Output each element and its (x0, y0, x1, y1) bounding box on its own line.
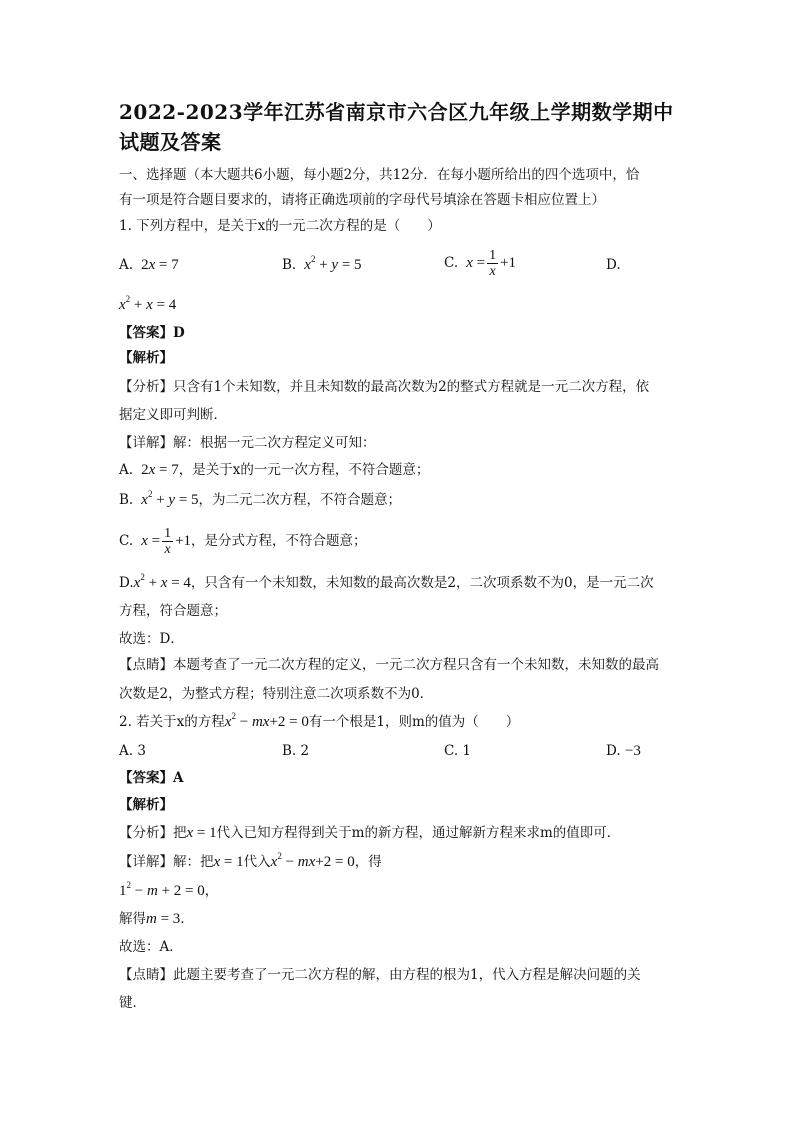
q2-dianjing-line2: 键． (119, 995, 146, 1011)
q1-fenxi-line1: 【分析】只含有1个未知数，并且未知数的最高次数为2的整式方程就是一元二次方程，依 (119, 379, 650, 395)
q1-option-c (444, 248, 516, 279)
q2-xiangjie (119, 853, 382, 871)
q2-option-c: C. 1 (444, 743, 472, 759)
q2-stem (119, 713, 519, 731)
q1-dianjing-line1: 【点睛】本题考查了一元二次方程的定义，一元二次方程只含有一个未知数，未知数的最高 (119, 657, 659, 673)
q2-solution-equation: m = 3 (146, 911, 181, 927)
q1-detail-a-text: ，是关于x的一元一次方程，不符合题意； (178, 462, 430, 478)
q1-analysis-heading: 【解析】 (119, 350, 173, 366)
q1-detail-d (119, 574, 654, 592)
q1-option-d-label: D. (606, 257, 621, 273)
q2-option-d-label: D. (606, 743, 621, 759)
q2-step-suffix: ， (204, 883, 219, 899)
q1-option-d-equation: $x^2 + x = 4$ (119, 294, 177, 313)
q1-detail-d-line2: 方程，符合题意； (119, 603, 227, 619)
q2-stem-equation: $x^2 - mx+2 = 0$ (224, 711, 309, 730)
q2-solution (119, 910, 194, 928)
q1-detail-a-equation: 2x = 7 (137, 462, 179, 478)
q2-option-a: A. 3 (119, 743, 146, 759)
q1-fenxi-line2: 据定义即可判断． (119, 407, 227, 423)
q2-choice: 故选：A． (119, 939, 183, 955)
q1-xiangjie: 【详解】解：根据一元二次方程定义可知： (119, 435, 376, 451)
q1-detail-b-label: B. (119, 492, 134, 508)
q2-fenxi (119, 824, 620, 842)
q1-detail-c-equation: x = $\frac{1}{x}$ +1 (141, 526, 192, 557)
q1-answer: 【答案】D (119, 325, 185, 341)
q1-option-a-label: A. (119, 257, 134, 273)
q2-solution-prefix: 解得 (119, 911, 146, 927)
q1-detail-b-text: ，为二元二次方程，不符合题意； (198, 492, 402, 508)
q1-detail-d-text: ，只含有一个未知数，未知数的最高次数是2，二次项系数不为0，是一元二次 (190, 575, 654, 591)
q2-fenxi-prefix: 【分析】把 (119, 825, 187, 841)
q2-xiangjie-root: x = 1 (213, 854, 244, 870)
q2-option-b: B. 2 (282, 743, 310, 759)
q1-option-a (119, 256, 179, 274)
q2-dianjing-line1: 【点睛】此题主要考查了一元二次方程的解，由方程的根为1，代入方程是解决问题的关 (119, 967, 641, 983)
q2-step-equation: $1^2 - m + 2 = 0$ (119, 880, 205, 899)
q1-detail-d-label: D. (119, 575, 134, 591)
q2-analysis-heading: 【解析】 (119, 797, 173, 813)
q2-xiangjie-equation: $x^2 - mx+2 = 0$ (270, 851, 355, 870)
q1-detail-b (119, 491, 401, 509)
q1-detail-d-equation: $x^2 + x = 4$ (133, 572, 191, 591)
q1-detail-a (119, 461, 429, 479)
q1-option-c-equation: x = $\frac{1}{x}$ +1 (466, 248, 517, 279)
q2-answer: 【答案】A (119, 770, 184, 786)
q1-detail-c-label: C. (119, 532, 134, 549)
section-instructions-line1: 一、选择题（本大题共6小题，每小题2分，共12分．在每小题所给出的四个选项中，恰 (119, 167, 640, 183)
q2-fenxi-equation: x = 1 (186, 825, 217, 841)
document-title-line2: 试题及答案 (119, 130, 222, 154)
document-title-line1: 2022-2023学年江苏省南京市六合区九年级上学期数学期中 (119, 100, 674, 124)
q2-fenxi-suffix: 代入已知方程得到关于m的新方程，通过解新方程来求m的值即可． (216, 825, 621, 841)
q2-step (119, 882, 218, 900)
q1-detail-c (119, 526, 367, 557)
q2-stem-suffix: 有一个根是1，则m的值为（ ） (308, 714, 520, 730)
q1-option-b-label: B. (282, 257, 297, 273)
q2-option-d-value: −3 (624, 743, 641, 759)
q1-option-b-equation: $x^2 + y = 5$ (304, 254, 362, 273)
q2-stem-prefix: 2. 若关于x的方程 (119, 714, 225, 730)
q2-xiangjie-suffix: ，得 (354, 854, 382, 870)
q1-option-b (282, 256, 362, 274)
q2-option-d (606, 742, 641, 760)
q2-solution-suffix: ． (180, 911, 194, 927)
q2-xiangjie-prefix: 【详解】解：把 (119, 854, 214, 870)
q2-xiangjie-middle: 代入 (243, 854, 271, 870)
q1-dianjing-line2: 次数是2，为整式方程；特别注意二次项系数不为0． (119, 686, 434, 702)
q1-detail-b-equation: $x^2 + y = 5$ (141, 489, 199, 508)
q1-stem: 1. 下列方程中，是关于x的一元二次方程的是（ ） (119, 218, 441, 234)
q1-option-c-label: C. (444, 254, 459, 271)
q1-option-a-equation: 2x = 7 (137, 257, 179, 273)
q1-detail-a-label: A. (119, 462, 134, 478)
q1-detail-c-text: ，是分式方程，不符合题意； (191, 532, 367, 549)
q1-choice: 故选：D． (119, 631, 184, 647)
section-instructions-line2: 有一项是符合题目要求的，请将正确选项前的字母代号填涂在答题卡相应位置上） (119, 192, 605, 208)
